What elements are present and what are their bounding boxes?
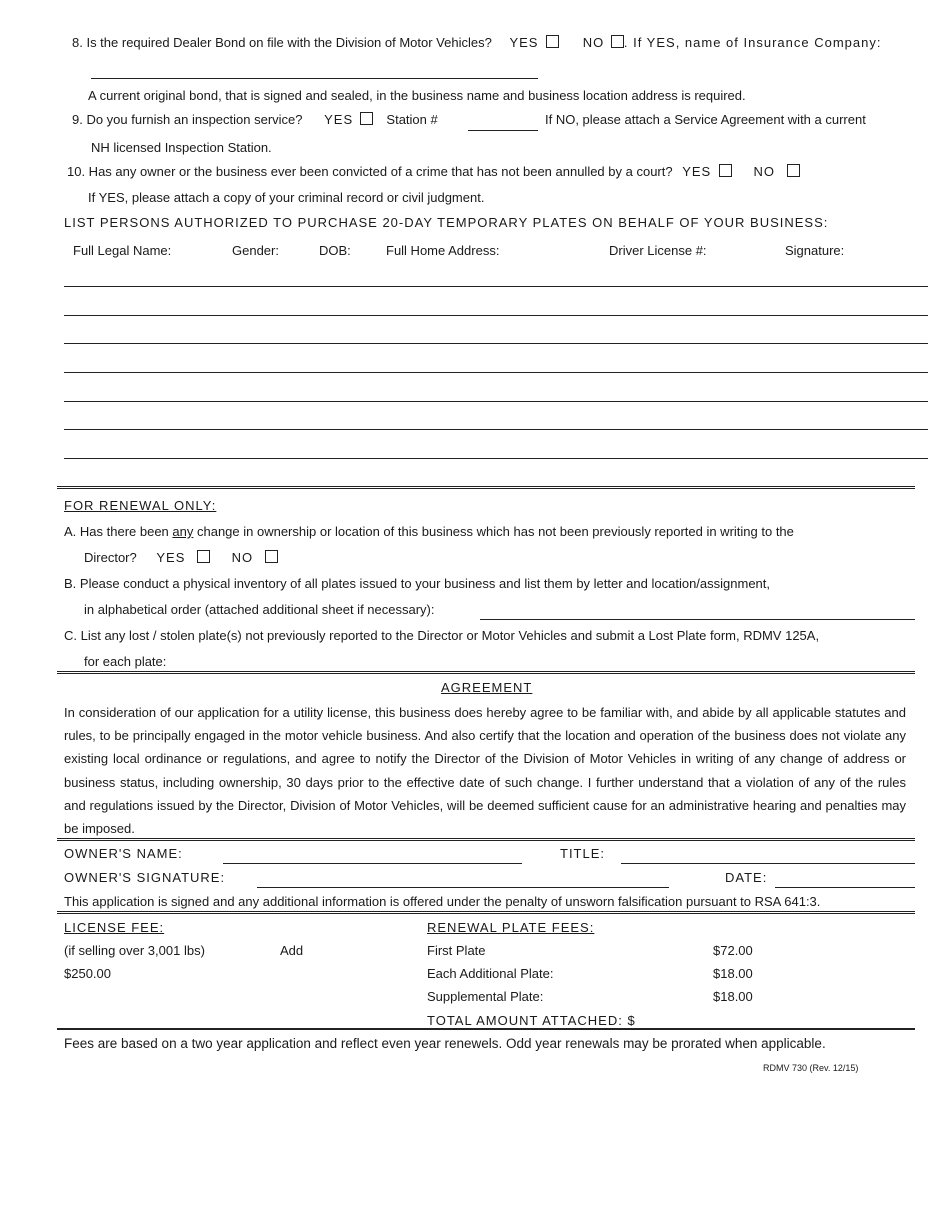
form-id: RDMV 730 (Rev. 12/15) <box>763 1063 859 1073</box>
q8-question: 8. Is the required Dealer Bond on file with the Division of Motor Vehicles? <box>72 35 492 50</box>
renewal-a-director: Director? <box>84 550 137 565</box>
renewal-a-yes-label: YES <box>156 550 186 565</box>
agreement-text: In consideration of our application for a utility license, this business does hereby agree to be familiar with, and abide by all applicable statutes and rules, to be principally engaged in the motor vehicle business. And also certify that the location and operation of the business does not violate any existing local ordinance or regulations, and agree to notify the Director of the Division of Motor Vehicles in writing of any change of address or business status, including ownership, 30 days prior to the effective date of such change. I further understand that a violation of any of the rules and regulations issued by the Director, Division of Motor Vehicles, will be deemed sufficient cause for an administrative hearing and penalties may be imposed. <box>64 705 906 837</box>
column-home-address: Full Home Address: <box>386 243 500 258</box>
q9-yes-checkbox[interactable] <box>360 112 373 125</box>
license-fee-add: Add <box>280 943 304 958</box>
q10-yes-label: YES <box>682 164 712 179</box>
q8-insurance-line[interactable] <box>91 78 538 79</box>
temp-plates-heading: LIST PERSONS AUTHORIZED TO PURCHASE 20-DAY TEMPORARY PLATES ON BEHALF OF YOUR BUSINESS: <box>64 215 829 230</box>
date-label: DATE: <box>725 870 768 885</box>
q9-station-label: Station # <box>386 112 438 127</box>
q10-question: 10. Has any owner or the business ever been convicted of a crime that has not been annulled by a court? <box>67 164 673 179</box>
renewal-a-cont <box>84 550 278 565</box>
section-divider <box>57 671 915 674</box>
agreement-heading: AGREEMENT <box>441 680 533 695</box>
title-line[interactable] <box>621 863 915 864</box>
column-full-legal-name: Full Legal Name: <box>73 243 172 258</box>
renewal-b: B. Please conduct a physical inventory of all plates issued to your business and list them by letter and location/assignment, <box>64 576 770 591</box>
q8-insurance-label: . If YES, name of Insurance Company: <box>623 35 882 50</box>
q8-no-label: NO <box>582 35 605 50</box>
q10-no-checkbox[interactable] <box>787 164 800 177</box>
renewal-b-line[interactable] <box>480 619 915 620</box>
temp-plates-row-line[interactable] <box>64 315 928 316</box>
renewal-a-yes-checkbox[interactable] <box>197 550 210 563</box>
q9-if-no: If NO, please attach a Service Agreement with a current <box>545 112 866 127</box>
owner-name-label: OWNER'S NAME: <box>64 846 183 861</box>
plate-fee-amount: $18.00 <box>713 966 753 981</box>
plate-fee-amount: $72.00 <box>713 943 753 958</box>
renewal-a-emphasis: any <box>172 524 194 539</box>
q8-note: A current original bond, that is signed and sealed, in the business name and business location address is required. <box>88 88 746 103</box>
q9-row <box>72 112 438 127</box>
section-divider <box>57 911 915 914</box>
renewal-a-no-checkbox[interactable] <box>265 550 278 563</box>
q9-cont: NH licensed Inspection Station. <box>91 140 272 155</box>
q10-row <box>67 164 800 179</box>
temp-plates-row-line[interactable] <box>64 343 928 344</box>
column-dob: DOB: <box>319 243 351 258</box>
plate-fee-label: First Plate <box>427 943 486 958</box>
temp-plates-row-line[interactable] <box>64 429 928 430</box>
total-amount-label: TOTAL AMOUNT ATTACHED: $ <box>427 1013 636 1028</box>
renewal-a-text-end: change in ownership or location of this business which has not been previously reported in writing to the <box>193 524 794 539</box>
renewal-heading: FOR RENEWAL ONLY: <box>64 498 217 513</box>
plate-fee-label: Each Additional Plate: <box>427 966 554 981</box>
owner-signature-line[interactable] <box>257 887 669 888</box>
license-fee-desc: (if selling over 3,001 lbs) <box>64 943 205 958</box>
q10-note: If YES, please attach a copy of your criminal record or civil judgment. <box>88 190 485 205</box>
fees-footnote: Fees are based on a two year application and reflect even year renewels. Odd year renewals may be prorated when applicable. <box>64 1036 826 1051</box>
q10-no-label: NO <box>753 164 775 179</box>
renewal-c: C. List any lost / stolen plate(s) not previously reported to the Director or Motor Vehicles and submit a Lost Plate form, RDMV 125A, <box>64 628 820 643</box>
temp-plates-row-line[interactable] <box>64 286 928 287</box>
renewal-b-cont: in alphabetical order (attached additional sheet if necessary): <box>84 602 435 617</box>
temp-plates-row-line[interactable] <box>64 372 928 373</box>
temp-plates-row-line[interactable] <box>64 458 928 459</box>
license-fee-amount: $250.00 <box>64 966 111 981</box>
section-divider <box>57 838 915 841</box>
plate-fee-label: Supplemental Plate: <box>427 989 544 1004</box>
plate-fee-amount: $18.00 <box>713 989 753 1004</box>
column-driver-license: Driver License #: <box>609 243 707 258</box>
owner-name-line[interactable] <box>223 863 522 864</box>
penalty-statement: This application is signed and any additional information is offered under the penalty of unsworn falsification pursuant to RSA 641:3. <box>64 894 821 909</box>
q8-no-checkbox[interactable] <box>611 35 624 48</box>
renewal-c-cont: for each plate: <box>84 654 167 669</box>
column-gender: Gender: <box>232 243 279 258</box>
title-label: TITLE: <box>560 846 606 861</box>
q8-row <box>72 35 881 50</box>
q9-yes-label: YES <box>324 112 354 127</box>
license-fee-heading: LICENSE FEE: <box>64 920 165 935</box>
q10-yes-checkbox[interactable] <box>719 164 732 177</box>
temp-plates-row-line[interactable] <box>64 401 928 402</box>
q9-question: 9. Do you furnish an inspection service? <box>72 112 303 127</box>
q8-yes-checkbox[interactable] <box>546 35 559 48</box>
q8-yes-label: YES <box>509 35 539 50</box>
renewal-a <box>64 524 794 539</box>
plate-fees-heading: RENEWAL PLATE FEES: <box>427 920 595 935</box>
owner-signature-label: OWNER'S SIGNATURE: <box>64 870 226 885</box>
renewal-a-no-label: NO <box>231 550 254 565</box>
q9-station-line[interactable] <box>468 130 538 131</box>
column-signature: Signature: <box>785 243 845 258</box>
section-divider <box>57 486 915 489</box>
renewal-a-text-start: A. Has there been <box>64 524 173 539</box>
section-divider <box>57 1028 915 1030</box>
date-line[interactable] <box>775 887 915 888</box>
